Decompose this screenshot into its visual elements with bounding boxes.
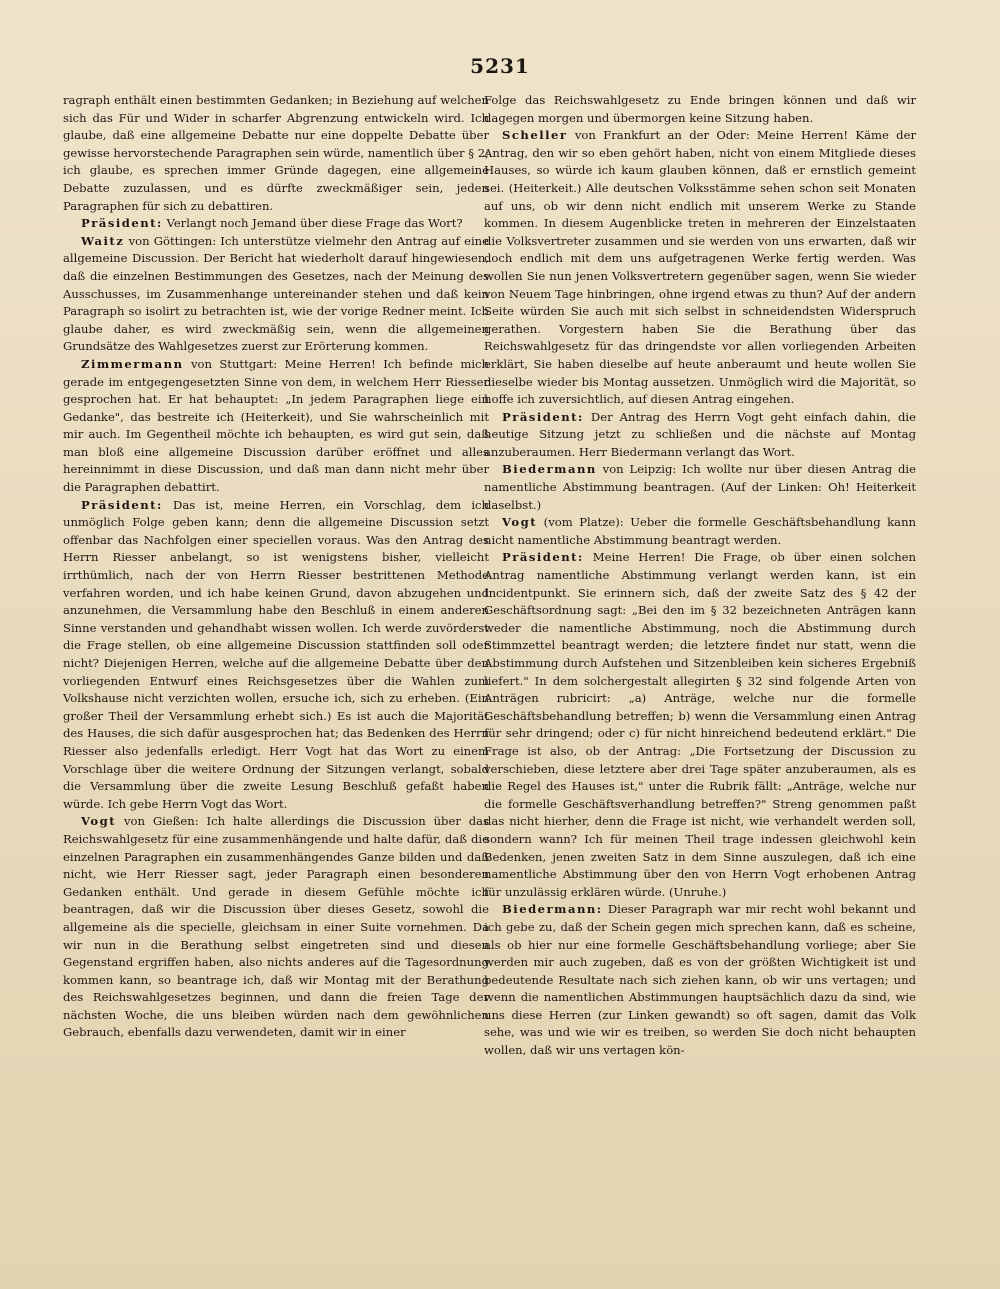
paragraph-text: von Gießen: Ich halte allerdings die Discussion über das Reichswahlgesetz für eine zusammenhängende und halte dafür, daß die einzelnen Paragraphen ein zusammenhängendes Ganze bilden und daß nicht, wie Herr Riesser sagt, jeder Paragraph einen besonderen Gedanken enthält. Und gerade in diesem Gefühle möchte ich beantragen, daß wir die Discussion über dieses Gesetz, sowohl die allgemeine als die specielle, gleichsam in einer Suite vornehmen. Da wir nun in die Berathung selbst eingetreten sind und diesen Gegenstand ergriffen haben, also nichts anderes auf die Tagesordnung kommen kann, so beantrage ich, daß wir Montag mit der Berathung des Reichswahlgesetzes beginnen, und dann die freien Tage der nächsten Woche, die uns bleiben würden nach dem gewöhnlichen Gebrauch, ebenfalls dazu verwendeten, damit wir in einer xyxy=(63,814,490,1040)
paragraph-text: Dieser Paragraph war mir recht wohl bekannt und ich gebe zu, daß der Schein gegen mich sprechen kann, daß es scheine, als ob hier nur eine formelle Geschäftsbehandlung vorliege; aber Sie werden mir auch zugeben, daß es von der größten Wichtigkeit ist und bedeutende Resultate nach sich ziehen kann, ob wir uns vertagen; und wenn die namentlichen Abstimmungen hauptsächlich dazu da sind, wie uns diese Herren (zur Linken gewandt) so oft sagen, damit das Volk sehe, was und wie wir es treiben, so werden Sie doch nicht behaupten wollen, daß wir uns vertagen kön- xyxy=(484,902,916,1058)
paragraph-text: Verlangt noch Jemand über diese Frage das Wort? xyxy=(166,216,463,231)
paragraph-text: von Leipzig: Ich wollte nur über diesen Antrag die namentliche Abstimmung beantragen. (Auf der Linken: Oh! Heiterkeit daselbst.) xyxy=(484,462,916,512)
paragraph xyxy=(484,461,916,514)
speaker-name: Vogt xyxy=(502,515,538,530)
paragraph-text: Das ist, meine Herren, ein Vorschlag, dem ich unmöglich Folge geben kann; denn die allgemeine Discussion setzt offenbar das Nachfolgen einer speciellen voraus. Was den Antrag des Herrn Riesser anbelangt, so ist wenigstens bisher, vielleicht irrthümlich, nach der von Herrn Riesser bestrittenen Methode verfahren worden, und ich habe keinen Grund, davon abzugehen und anzunehmen, die Versammlung habe den Beschluß in einem anderen Sinne verstanden und gehandhabt wissen wollen. Ich werde zuvörderst die Frage stellen, ob eine allgemeine Discussion stattfinden soll oder nicht? Diejenigen Herren, welche auf die allgemeine Debatte über den vorliegenden Entwurf eines Reichsgesetzes über die Wahlen zum Volkshause nicht verzichten wollen, ersuche ich, sich zu erheben. (Ein großer Theil der Versammlung erhebt sich.) Es ist auch die Majorität des Hauses, die sich dafür ausgesprochen hat; das Bedenken des Herrn Riesser also jedenfalls erledigt. Herr Vogt hat das Wort zu einem Vorschlage über die weitere Ordnung der Sitzungen verlangt, sobald die Versammlung über die zweite Lesung Beschluß gefaßt haben würde. Ich gebe Herrn Vogt das Wort. xyxy=(63,497,489,811)
speaker-name: Vogt xyxy=(81,814,117,829)
paragraph xyxy=(63,233,489,356)
paragraph-text: von Stuttgart: Meine Herren! Ich befinde mich gerade im entgegengesetzten Sinne von dem, in welchem Herr Riesser gesprochen hat. Er hat behauptet: „In jedem Paragraphen liege ein Gedanke", das bestreite ich (Heiterkeit), und Sie wahrscheinlich mit mir auch. Im Gegentheil möchte ich behaupten, es wird gut sein, daß man bloß eine allgemeine Discussion darüber eröffnet und alles hereinnimmt in diese Discussion, und daß man dann nicht mehr über die Paragraphen debattirt. xyxy=(63,356,490,495)
speaker-name: Zimmermann xyxy=(81,356,184,371)
page-number: 5231 xyxy=(470,54,530,78)
paragraph xyxy=(484,514,916,549)
paragraph-text: von Frankfurt an der Oder: Meine Herren! Käme der Antrag, den wir so eben gehört haben, nicht von einem Mitgliede dieses Hauses, so würde ich kaum glauben können, daß er ernstlich gemeint sei. (Heiterkeit.) Alle deutschen Volksstämme sehen schon seit Monaten auf uns, ob wir denn nicht endlich mit unserem Werke zu Stande kommen. In diesem Augenblicke treten in mehreren der Einzelstaaten die Volksvertreter zusammen und sie werden von uns erwarten, daß wir doch endlich mit dem uns aufgetragenen Werke fertig werden. Was wollen Sie nun jenen Volksvertretern gegenüber sagen, wenn Sie wieder von Neuem Tage hinbringen, ohne irgend etwas zu thun? Auf der andern Seite würden Sie auch mit sich selbst in schneidendsten Widerspruch gerathen. Vorgestern haben Sie die Berathung über das Reichswahlgesetz für das dringendste vor allen vorliegenden Arbeiten erklärt, Sie haben dieselbe auf heute anberaumt und heute wollen Sie dieselbe wieder bis Montag aussetzen. Unmöglich wird die Majorität, so hoffe ich zuversichtlich, auf diesen Antrag eingehen. xyxy=(484,128,917,407)
right-column xyxy=(484,92,916,1060)
paragraph xyxy=(484,409,916,462)
paragraph xyxy=(63,356,489,497)
paragraph xyxy=(484,549,916,901)
paragraph xyxy=(63,215,489,233)
speaker-name: Biedermann: xyxy=(502,902,603,917)
speaker-name: Biedermann xyxy=(502,462,597,477)
speaker-name: Präsident: xyxy=(81,497,163,512)
paragraph xyxy=(484,901,916,1059)
speaker-name: Präsident: xyxy=(81,216,163,231)
paragraph-text: ragraph enthält einen bestimmten Gedanken; in Beziehung auf welchen sich das Für und Wider in scharfer Abgrenzung entwickeln wird. Ich glaube, daß eine allgemeine Debatte nur eine doppelte Debatte über gewisse hervorstechende Paragraphen sein würde, namentlich über § 2; ich glaube, es sprechen immer Gründe dagegen, eine allgemeine Debatte zuzulassen, und es dürfte zweckmäßiger sein, jeden Paragraphen für sich zu debattiren. xyxy=(63,93,489,213)
paragraph-text: (vom Platze): Ueber die formelle Geschäftsbehandlung kann nicht namentliche Abstimmung beantragt werden. xyxy=(484,515,917,547)
speaker-name: Waitz xyxy=(81,233,125,248)
paragraph xyxy=(484,92,916,127)
paragraph xyxy=(63,92,489,215)
speaker-name: Präsident: xyxy=(502,550,584,565)
paragraph xyxy=(63,813,489,1042)
paragraph-text: Folge das Reichswahlgesetz zu Ende bringen können und daß wir dagegen morgen und übermorgen keine Sitzung haben. xyxy=(484,93,916,125)
paragraph-text: von Göttingen: Ich unterstütze vielmehr den Antrag auf eine allgemeine Discussion. Der Bericht hat wiederholt darauf hingewiesen, daß die einzelnen Bestimmungen des Gesetzes, nach der Meinung des Ausschusses, im Zusammenhange untereinander stehen und daß kein Paragraph so isolirt zu betrachten ist, wie der vorige Redner meint. Ich glaube daher, es wird zweckmäßig sein, wenn die allgemeinen Grundsätze des Wahlgesetzes zuerst zur Erörterung kommen. xyxy=(63,233,489,354)
paragraph-text: Meine Herren! Die Frage, ob über einen solchen Antrag namentliche Abstimmung verlangt werden kann, ist ein Incidentpunkt. Sie erinnern sich, daß der zweite Satz des § 42 der Geschäftsordnung sagt: „Bei den im § 32 bezeichneten Anträgen kann weder die namentliche Abstimmung, noch die Abstimmung durch Stimmzettel beantragt werden; die letztere findet nur statt, wenn die Abstimmung durch Aufstehen und Sitzenbleiben kein sicheres Ergebniß liefert." In dem solchergestalt allegirten § 32 sind folgende Arten von Anträgen rubricirt: „a) Anträge, welche nur die formelle Geschäftsbehandlung betreffen; b) wenn die Versammlung einen Antrag für sehr dringend; oder c) für nicht hinreichend bedeutend erklärt." Die Frage ist also, ob der Antrag: „Die Fortsetzung der Discussion zu verschieben, diese letztere aber drei Tage später anzuberaumen, als es die Regel des Hauses ist," unter die Rubrik fällt: „Anträge, welche nur die formelle Geschäftsverhandlung betreffen?" Streng genommen paßt das nicht hierher, denn die Frage ist nicht, wie verhandelt werden soll, sondern wann? Ich für meinen Theil trage indessen gleichwohl kein Bedenken, jenen zweiten Satz in dem Sinne auszulegen, daß ich eine namentliche Abstimmung über den von Herrn Vogt erhobenen Antrag für unzulässig erklären würde. (Unruhe.) xyxy=(484,550,916,899)
paragraph xyxy=(63,497,489,814)
speaker-name: Scheller xyxy=(502,128,568,143)
speaker-name: Präsident: xyxy=(502,409,584,424)
paragraph-text: Der Antrag des Herrn Vogt geht einfach dahin, die heutige Sitzung jetzt zu schließen und die nächste auf Montag anzuberaumen. Herr Biedermann verlangt das Wort. xyxy=(484,409,916,459)
paragraph xyxy=(484,127,916,409)
left-column xyxy=(63,92,489,1042)
